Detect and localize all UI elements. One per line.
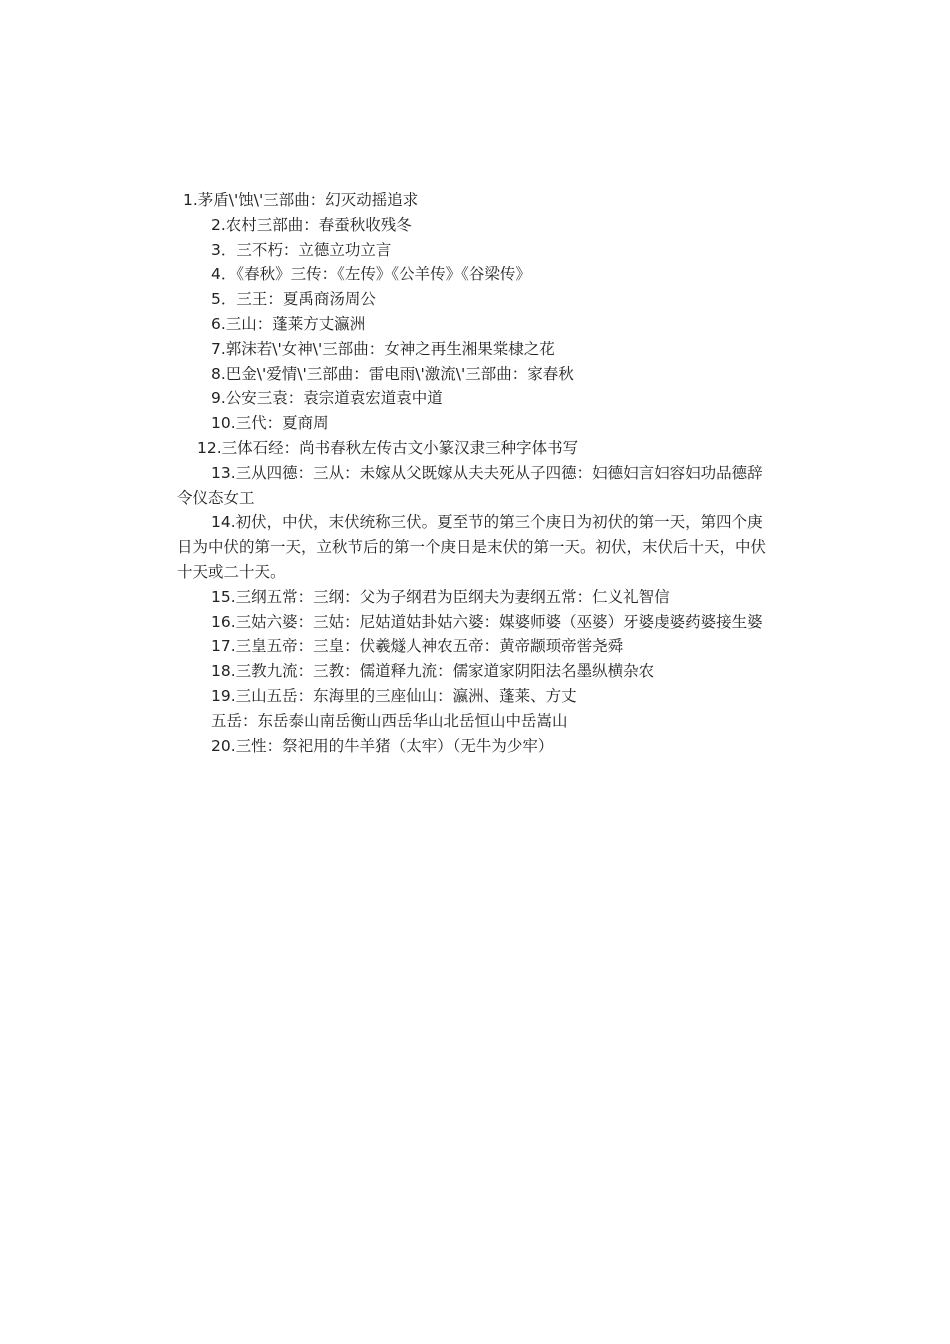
list-item: 4．《春秋》三传：《左传》《公羊传》《谷梁传》 (211, 265, 531, 284)
list-item: 15.三纲五常：三纲：父为子纲君为臣纲夫为妻纲五常：仁义礼智信 (211, 587, 670, 606)
list-item: 1.茅盾\'蚀\'三部曲：幻灭动摇追求 (183, 191, 419, 209)
list-item: 17.三皇五帝：三皇：伏羲燧人神农五帝：黄帝颛顼帝喾尧舜 (211, 637, 624, 656)
list-item: 7.郭沫若\'女神\'三部曲：女神之再生湘果棠棣之花 (211, 339, 555, 358)
list-item: 19.三山五岳：东海里的三座仙山：瀛洲、蓬莱、方丈 (211, 686, 577, 705)
list-item: 8.巴金\'爱情\'三部曲：雷电雨\'激流\'三部曲：家春秋 (211, 364, 574, 383)
list-item: 5．三王：夏禹商汤周公 (211, 290, 376, 309)
list-item: 16.三姑六婆：三姑：尼姑道姑卦姑六婆：媒婆师婆（巫婆）牙婆虔婆药婆接生婆 (211, 612, 763, 631)
list-item: 五岳：东岳泰山南岳衡山西岳华山北岳恒山中岳嵩山 (211, 711, 568, 730)
list-item: 12.三体石经：尚书春秋左传古文小篆汉隶三种字体书写 (197, 438, 579, 457)
list-item: 3．三不朽：立德立功立言 (211, 240, 392, 259)
document-body (177, 188, 777, 758)
list-item: 13.三从四德：三从：未嫁从父既嫁从夫夫死从子四德：妇德妇言妇容妇功品德辞令仪态女工 (177, 463, 763, 507)
list-item: 6.三山：蓬莱方丈瀛洲 (211, 314, 366, 333)
list-item: 18.三教九流：三教：儒道释九流：儒家道家阴阳法名墨纵横杂农 (211, 662, 655, 681)
list-item: 2.农村三部曲：春蚕秋收残冬 (211, 215, 412, 234)
list-item: 20.三性：祭祀用的牛羊猪（太牢）（无牛为少牢） (211, 736, 554, 755)
list-item: 9.公安三袁：袁宗道袁宏道袁中道 (211, 389, 443, 408)
list-item: 10.三代：夏商周 (211, 414, 329, 433)
list-item: 14.初伏，中伏，末伏统称三伏。夏至节的第三个庚日为初伏的第一天，第四个庚日为中伏的第一天，立秋节后的第一个庚日是末伏的第一天。初伏，末伏后十天，中伏十天或二十天。 (177, 513, 767, 581)
